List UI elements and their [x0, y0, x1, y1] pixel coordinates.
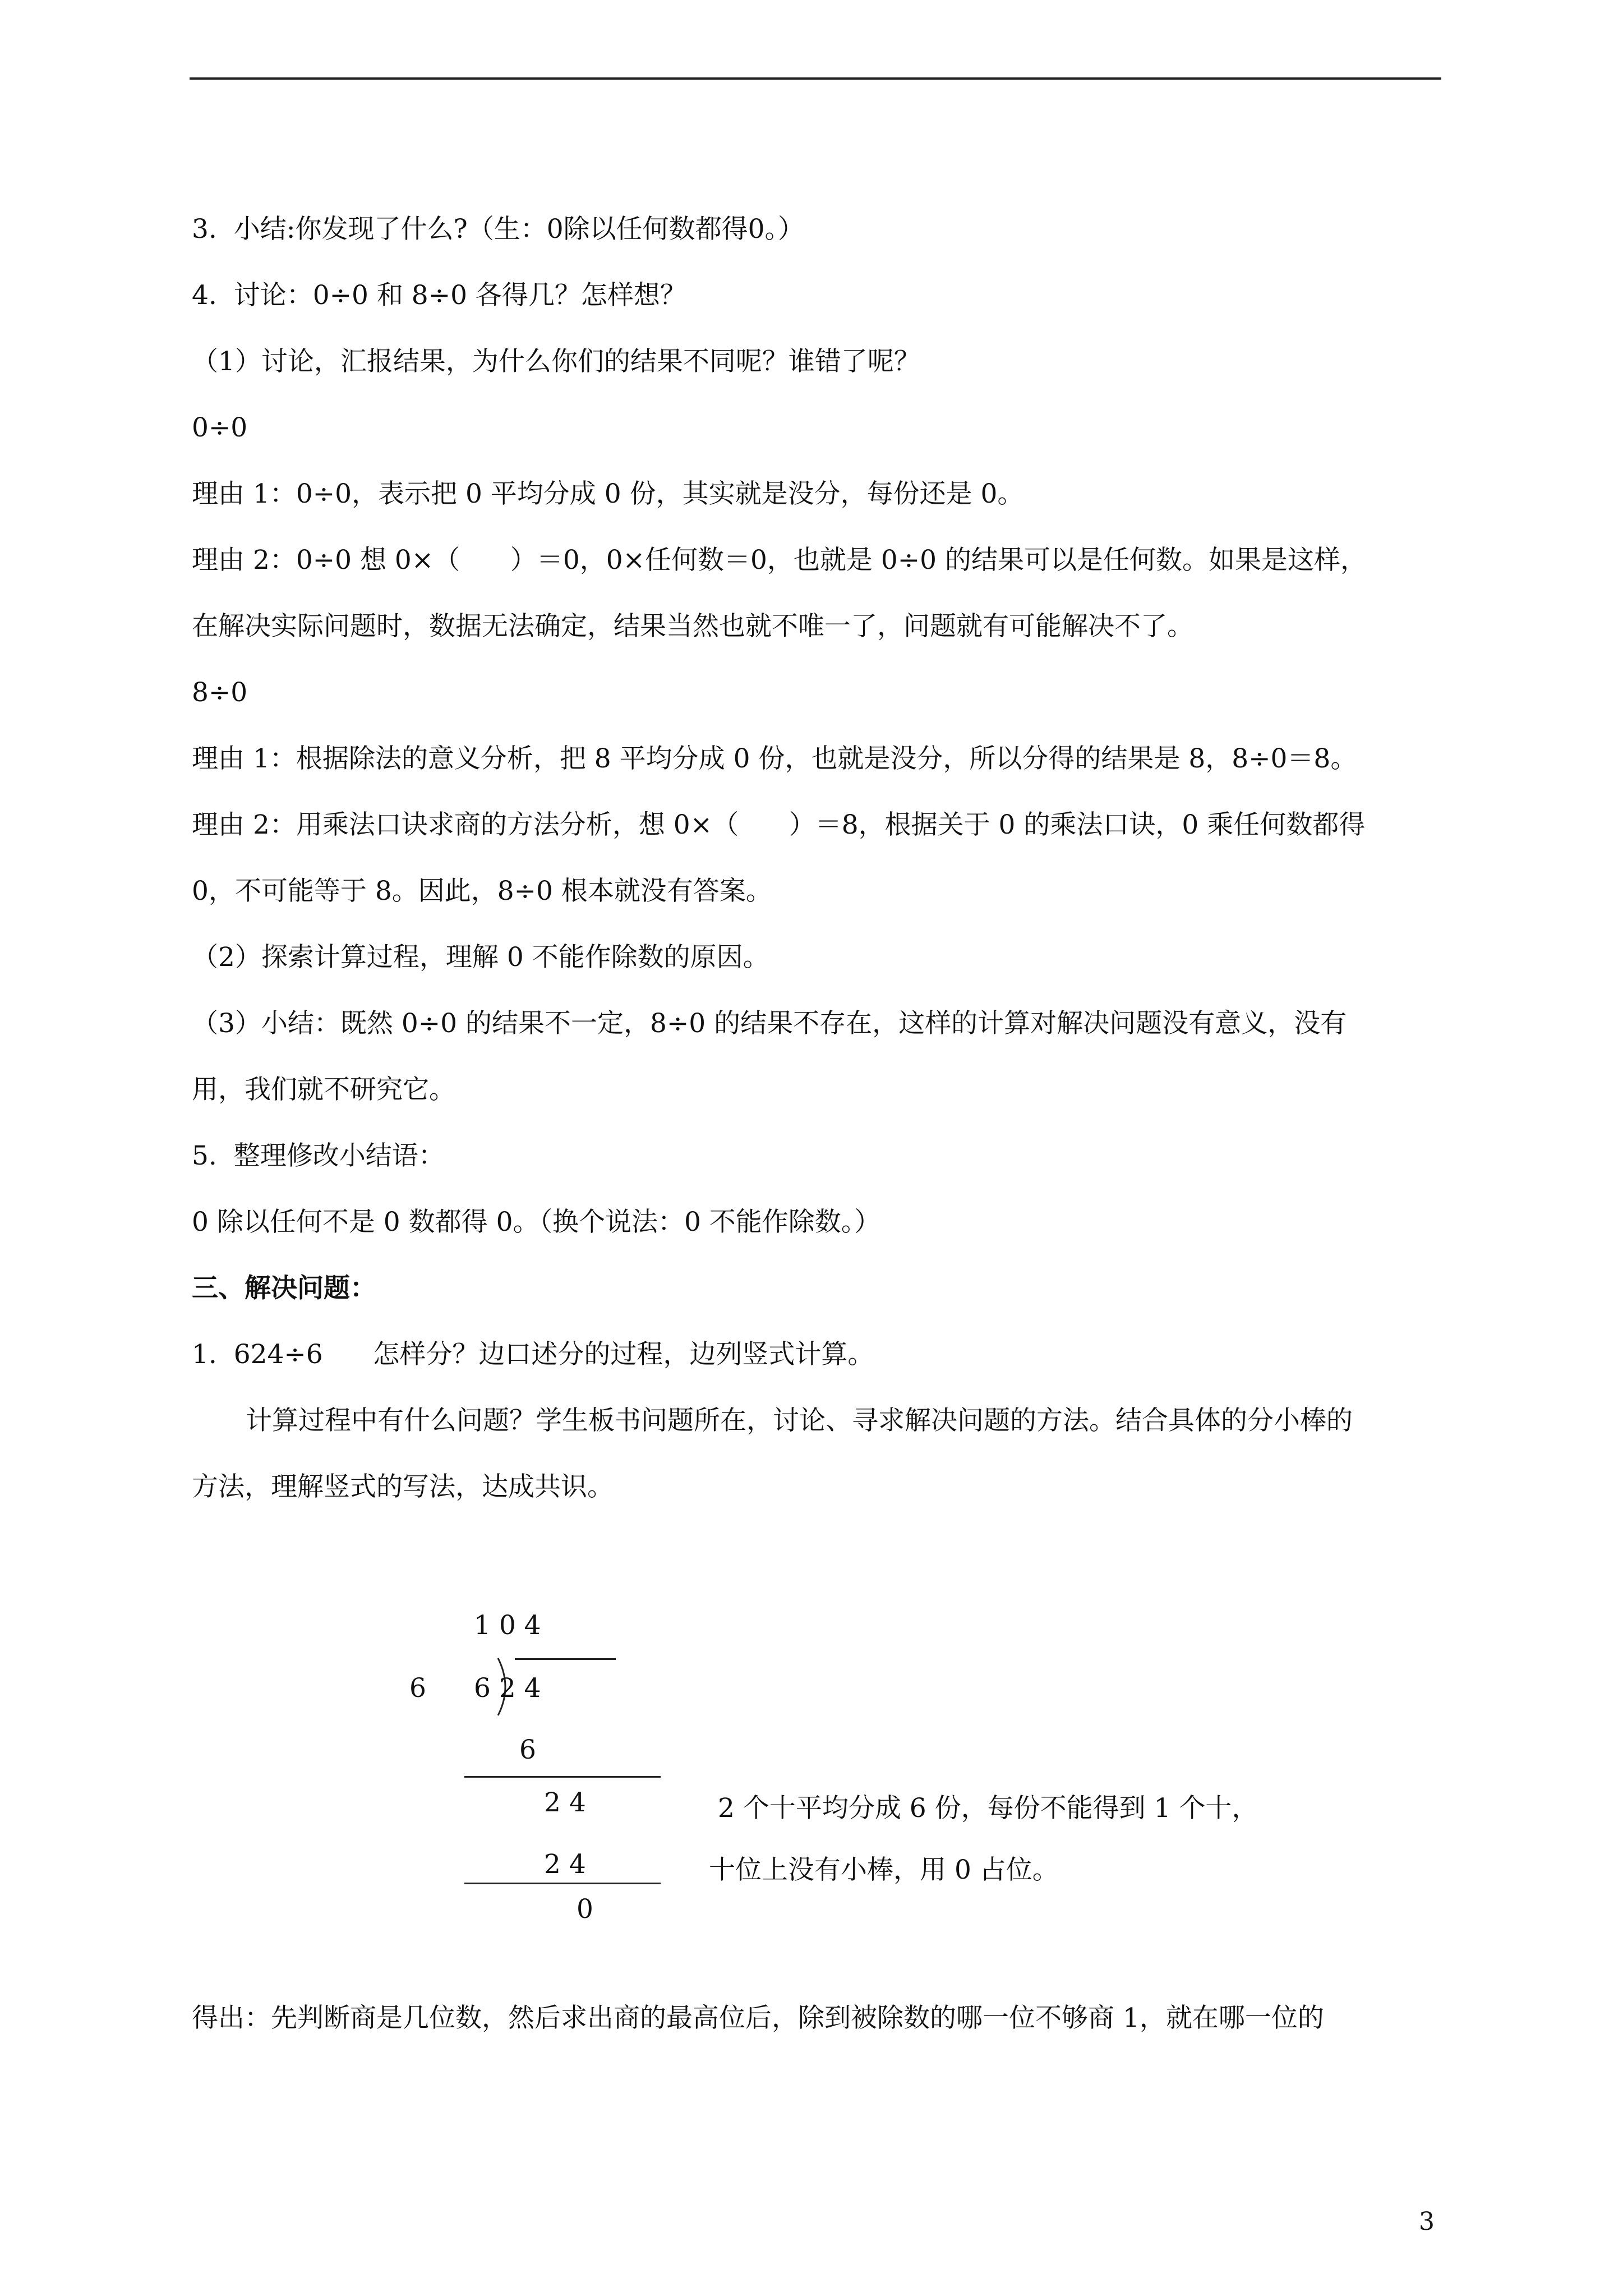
step2-product: 2 4 [544, 1849, 586, 1880]
step1-product: 6 [519, 1734, 536, 1765]
section-heading: 三、解决问题： [192, 1273, 376, 1304]
closing-line: 得出：先判断商是几位数，然后求出商的最高位后，除到被除数的哪一位不够商 1，就在哪一位的 [192, 2003, 1324, 2033]
text-line: 理由 1：根据除法的意义分析，把 8 平均分成 0 份，也就是没分，所以分得的结果是 8，8÷0＝8。 [192, 743, 1357, 774]
problem-line: 1. 624÷6 怎样分？边口述分的过程，边列竖式计算。 [192, 1339, 874, 1370]
text-line: （2）探索计算过程，理解 0 不能作除数的原因。 [192, 942, 769, 973]
text-line: 理由 2：0÷0 想 0×（ ）＝0，0×任何数＝0，也就是 0÷0 的结果可以是任何数。如果是这样， [192, 545, 1367, 576]
text-line: 5. 整理修改小结语： [192, 1140, 445, 1171]
final-remainder: 0 [577, 1894, 593, 1925]
text-line: 0÷0 [192, 412, 248, 443]
paragraph-line: 方法，理解竖式的写法，达成共识。 [192, 1471, 614, 1502]
division-note: 十位上没有小棒，用 0 占位。 [709, 1855, 1059, 1885]
subtraction-line [464, 1883, 661, 1884]
text-line: 4. 讨论：0÷0 和 8÷0 各得几？怎样想？ [192, 280, 686, 311]
divisor: 6 [409, 1673, 426, 1704]
text-line: 用，我们就不研究它。 [192, 1074, 455, 1105]
text-line: （3）小结：既然 0÷0 的结果不一定，8÷0 的结果不存在，这样的计算对解决问题没有意义，没有 [192, 1008, 1347, 1039]
quotient: 1 0 4 [474, 1610, 541, 1641]
dividend: 6 2 4 [474, 1673, 541, 1704]
text-line: 0，不可能等于 8。因此，8÷0 根本就没有答案。 [192, 876, 772, 907]
text-line: 在解决实际问题时，数据无法确定，结果当然也就不唯一了，问题就有可能解决不了。 [192, 611, 1193, 642]
header-rule [190, 77, 1441, 80]
long-division [393, 1610, 1346, 1924]
division-bar [515, 1658, 616, 1660]
text-line: 3. 小结:你发现了什么?（生：0除以任何数都得0。） [192, 214, 805, 245]
step2-remainder: 2 4 [544, 1787, 586, 1818]
text-line: （1）讨论，汇报结果，为什么你们的结果不同呢？谁错了呢？ [192, 346, 920, 377]
subtraction-line [464, 1776, 661, 1778]
division-note: 2 个十平均分成 6 份，每份不能得到 1 个十， [718, 1793, 1258, 1824]
text-line: 8÷0 [192, 677, 248, 708]
document-body [192, 196, 1441, 1520]
page-number: 3 [1419, 2207, 1435, 2236]
text-line: 理由 1：0÷0，表示把 0 平均分成 0 份，其实就是没分，每份还是 0。 [192, 478, 1024, 509]
text-line: 理由 2：用乘法口诀求商的方法分析，想 0×（ ）＝8，根据关于 0 的乘法口诀，0 乘任何数都得 [192, 809, 1366, 840]
paragraph-line: 计算过程中有什么问题？学生板书问题所在，讨论、寻求解决问题的方法。结合具体的分小棒的 [246, 1405, 1353, 1436]
text-line: 0 除以任何不是 0 数都得 0。（换个说法：0 不能作除数。） [192, 1207, 881, 1237]
